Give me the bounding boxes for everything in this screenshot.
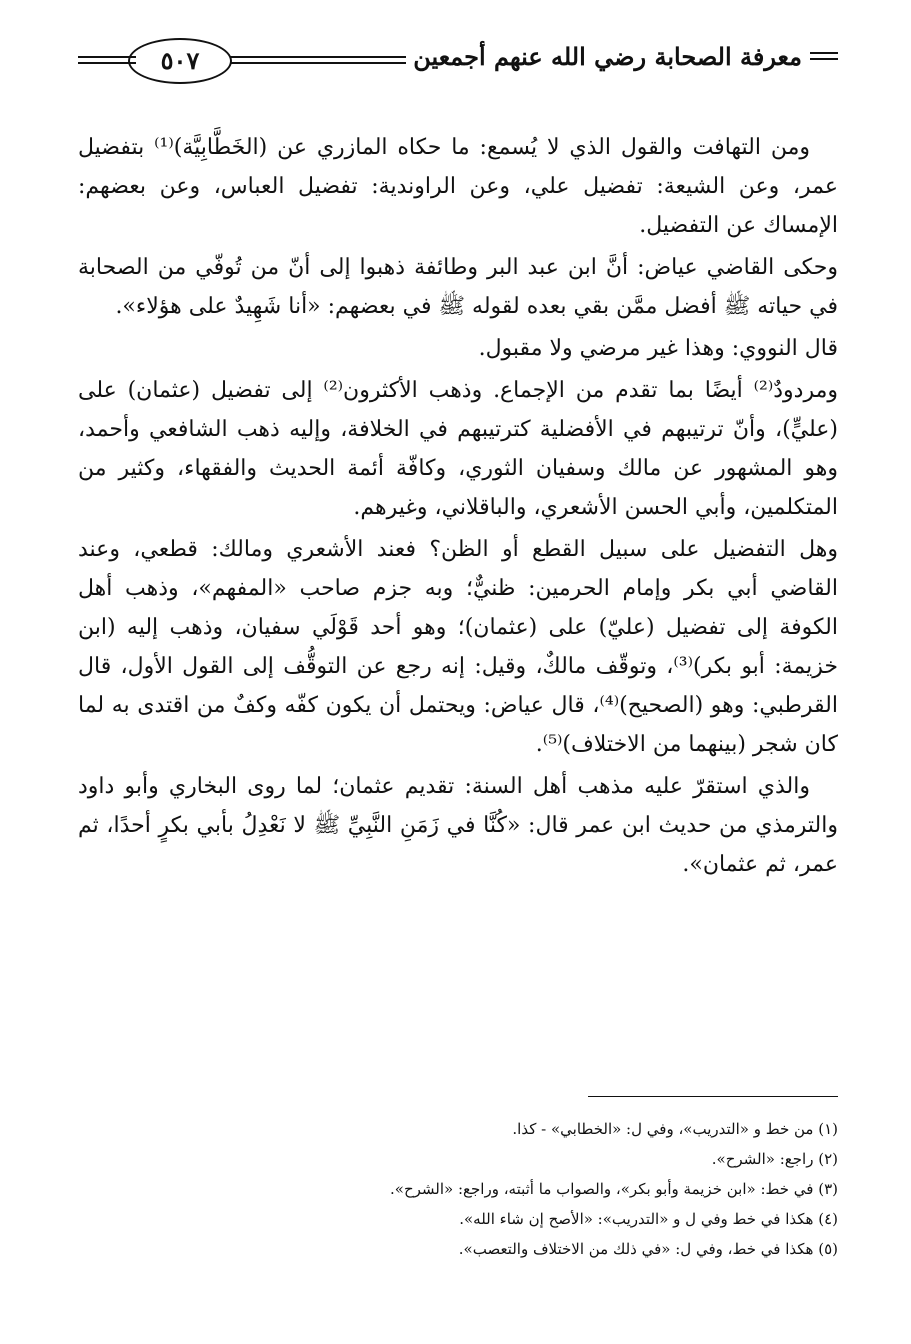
paragraph: ومن التهافت والقول الذي لا يُسمع: ما حكاه المازري عن (الخَطَّابِيَّة)⁽¹⁾ بتفضيل عمر، وعن الشيعة: تفضيل علي، وعن الراوندية: تفضيل العباس، وعن بعضهم: الإمساك عن التفضيل.: [78, 135, 838, 238]
paragraph: والذي استقرّ عليه مذهب أهل السنة: تقديم عثمان؛ لما روى البخاري وأبو داود والترمذي من حديث ابن عمر قال: «كُنَّا في زَمَنِ النَّبِيِّ ﷺ لا نَعْدِلُ بأبي بكرٍ أحدًا، ثم عمر، ثم عثمان».: [78, 774, 838, 877]
header-ornament: [810, 52, 838, 64]
page-number: ٥٠٧: [128, 38, 232, 84]
footnotes: [78, 1114, 838, 1264]
paragraph: قال النووي: وهذا غير مرضي ولا مقبول.: [478, 336, 838, 361]
footnote: (٥) هكذا في خط، وفي ل: «في ذلك من الاختلاف والتعصب».: [458, 1240, 838, 1258]
footnote: (٤) هكذا في خط وفي ل و «التدريب»: «الأصح إن شاء الله».: [459, 1210, 838, 1228]
paragraph: وهل التفضيل على سبيل القطع أو الظن؟ فعند الأشعري ومالك: قطعي، وعند القاضي أبي بكر وإمام الحرمين: ظنيٌّ؛ وبه جزم صاحب «المفهم»، وذهب أهل الكوفة إلى تفضيل (عليّ) على (عثمان)؛ وهو أحد قَوْلَي سفيان، وذهب إليه (ابن خزيمة: أبو بكر)⁽³⁾، وتوقّف مالكٌ، وقيل: إنه رجع عن التوقُّف إلى القول الأول، قال القرطبي: وهو (الصحيح)⁽⁴⁾، قال عياض: ويحتمل أن يكون كفّه وكفٌ من اقتدى به لما كان شجر (بينهما من الاختلاف)⁽⁵⁾.: [78, 537, 838, 757]
main-text: [78, 128, 838, 887]
book-page: [78, 28, 838, 1318]
header-rule-end: [78, 56, 136, 64]
page-header: [78, 28, 838, 88]
running-title: معرفة الصحابة رضي الله عنهم أجمعين: [413, 42, 802, 71]
footnote-separator: [588, 1096, 838, 1097]
footnote: (١) من خط و «التدريب»، وفي ل: «الخطابي» - كذا.: [512, 1120, 838, 1138]
paragraph: وحكى القاضي عياض: أنَّ ابن عبد البر وطائفة ذهبوا إلى أنّ من تُوفّي من الصحابة في حياته ﷺ أفضل ممَّن بقي بعده لقوله ﷺ في بعضهم: «أنا شَهِيدٌ على هؤلاء».: [78, 255, 838, 319]
paragraph: ومردودٌ⁽²⁾ أيضًا بما تقدم من الإجماع. وذهب الأكثرون⁽²⁾ إلى تفضيل (عثمان) على (عليٍّ)، وأنّ ترتيبهم في الأفضلية كترتيبهم في الخلافة، وإليه ذهب الشافعي وأحمد، وهو المشهور عن مالك وسفيان الثوري، وكافّة أئمة الحديث والفقهاء، وكثير من المتكلمين، وأبي الحسن الأشعري، والباقلاني، وغيرهم.: [78, 378, 839, 520]
footnote: (٢) راجع: «الشرح».: [711, 1150, 838, 1168]
header-rule: [228, 56, 406, 64]
footnote: (٣) في خط: «ابن خزيمة وأبو بكر»، والصواب ما أثبته، وراجع: «الشرح».: [390, 1180, 838, 1198]
